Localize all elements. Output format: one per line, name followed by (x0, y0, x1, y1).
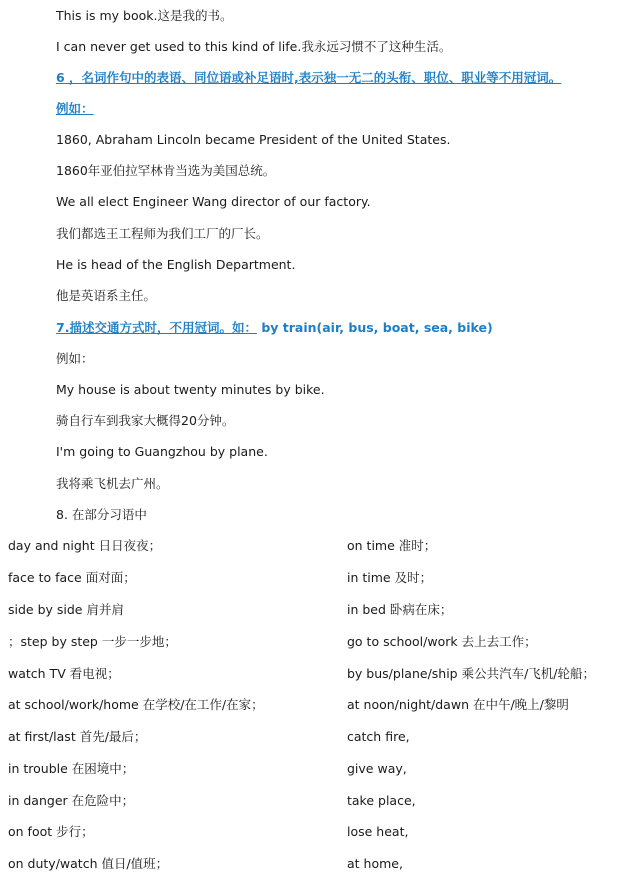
idiom-right: in time 及时； (347, 570, 433, 585)
example-sentence-en: My house is about twenty minutes by bike. (56, 382, 325, 397)
idiom-right: in bed 卧病在床； (347, 602, 453, 617)
idiom-left: on duty/watch 值日/值班； (8, 856, 169, 871)
example-sentence-en: This is my book.这是我的书。 (56, 8, 233, 23)
idiom-left: at first/last 首先/最后； (8, 729, 147, 744)
example-sentence-zh: 1860年亚伯拉罕林肯当选为美国总统。 (56, 163, 276, 178)
example-sentence-en: He is head of the English Department. (56, 257, 296, 272)
idiom-left: face to face 面对面； (8, 570, 136, 585)
idiom-right: on time 准时； (347, 538, 437, 553)
idiom-left: in trouble 在困境中； (8, 761, 135, 776)
example-label (56, 101, 94, 117)
rule-6-heading-text: 6 ，名词作句中的表语、同位语或补足语时,表示独一无二的头衔、职位、职业等不用冠词。 (56, 70, 562, 85)
example-label: 例如： (56, 351, 94, 366)
rule-7-heading-text: 7.描述交通方式时，不用冠词。如： (56, 320, 257, 335)
rule-8-heading: 8. 在部分习语中 (56, 507, 147, 522)
idiom-right: lose heat, (347, 824, 409, 839)
rule-7-transport-list: by train(air, bus, boat, sea, bike) (261, 320, 493, 335)
example-sentence-en: 1860, Abraham Lincoln became President of the United States. (56, 132, 451, 147)
example-sentence-zh: 我将乘飞机去广州。 (56, 476, 169, 491)
idiom-right: by bus/plane/ship 乘公共汽车/飞机/轮船； (347, 666, 596, 681)
example-sentence-zh: 我们都选王工程师为我们工厂的厂长。 (56, 226, 269, 241)
idiom-left: on foot 步行； (8, 824, 94, 839)
rule-7-heading (56, 320, 493, 336)
example-sentence-zh: 他是英语系主任。 (56, 288, 157, 303)
example-label-text: 例如： (56, 101, 94, 116)
idiom-left: ；step by step 一步一步地； (8, 634, 177, 649)
example-sentence-en: I can never get used to this kind of life.我永远习惯不了这种生活。 (56, 39, 452, 54)
idiom-right: go to school/work 去上去工作； (347, 634, 537, 649)
idiom-left: in danger 在危险中； (8, 793, 135, 808)
idiom-left: day and night 日日夜夜； (8, 538, 162, 553)
example-sentence-en: We all elect Engineer Wang director of our factory. (56, 194, 371, 209)
example-sentence-en: I'm going to Guangzhou by plane. (56, 444, 268, 459)
idiom-right: at noon/night/dawn 在中午/晚上/黎明 (347, 697, 569, 712)
example-sentence-zh: 骑自行车到我家大概得20分钟。 (56, 413, 235, 428)
idiom-right: give way, (347, 761, 407, 776)
idiom-right: at home, (347, 856, 403, 871)
idiom-right: catch fire, (347, 729, 410, 744)
rule-6-heading (56, 70, 561, 86)
idiom-left: side by side 肩并肩 (8, 602, 124, 617)
idiom-left: watch TV 看电视； (8, 666, 120, 681)
idiom-right: take place, (347, 793, 416, 808)
idiom-left: at school/work/home 在学校/在工作/在家； (8, 697, 264, 712)
